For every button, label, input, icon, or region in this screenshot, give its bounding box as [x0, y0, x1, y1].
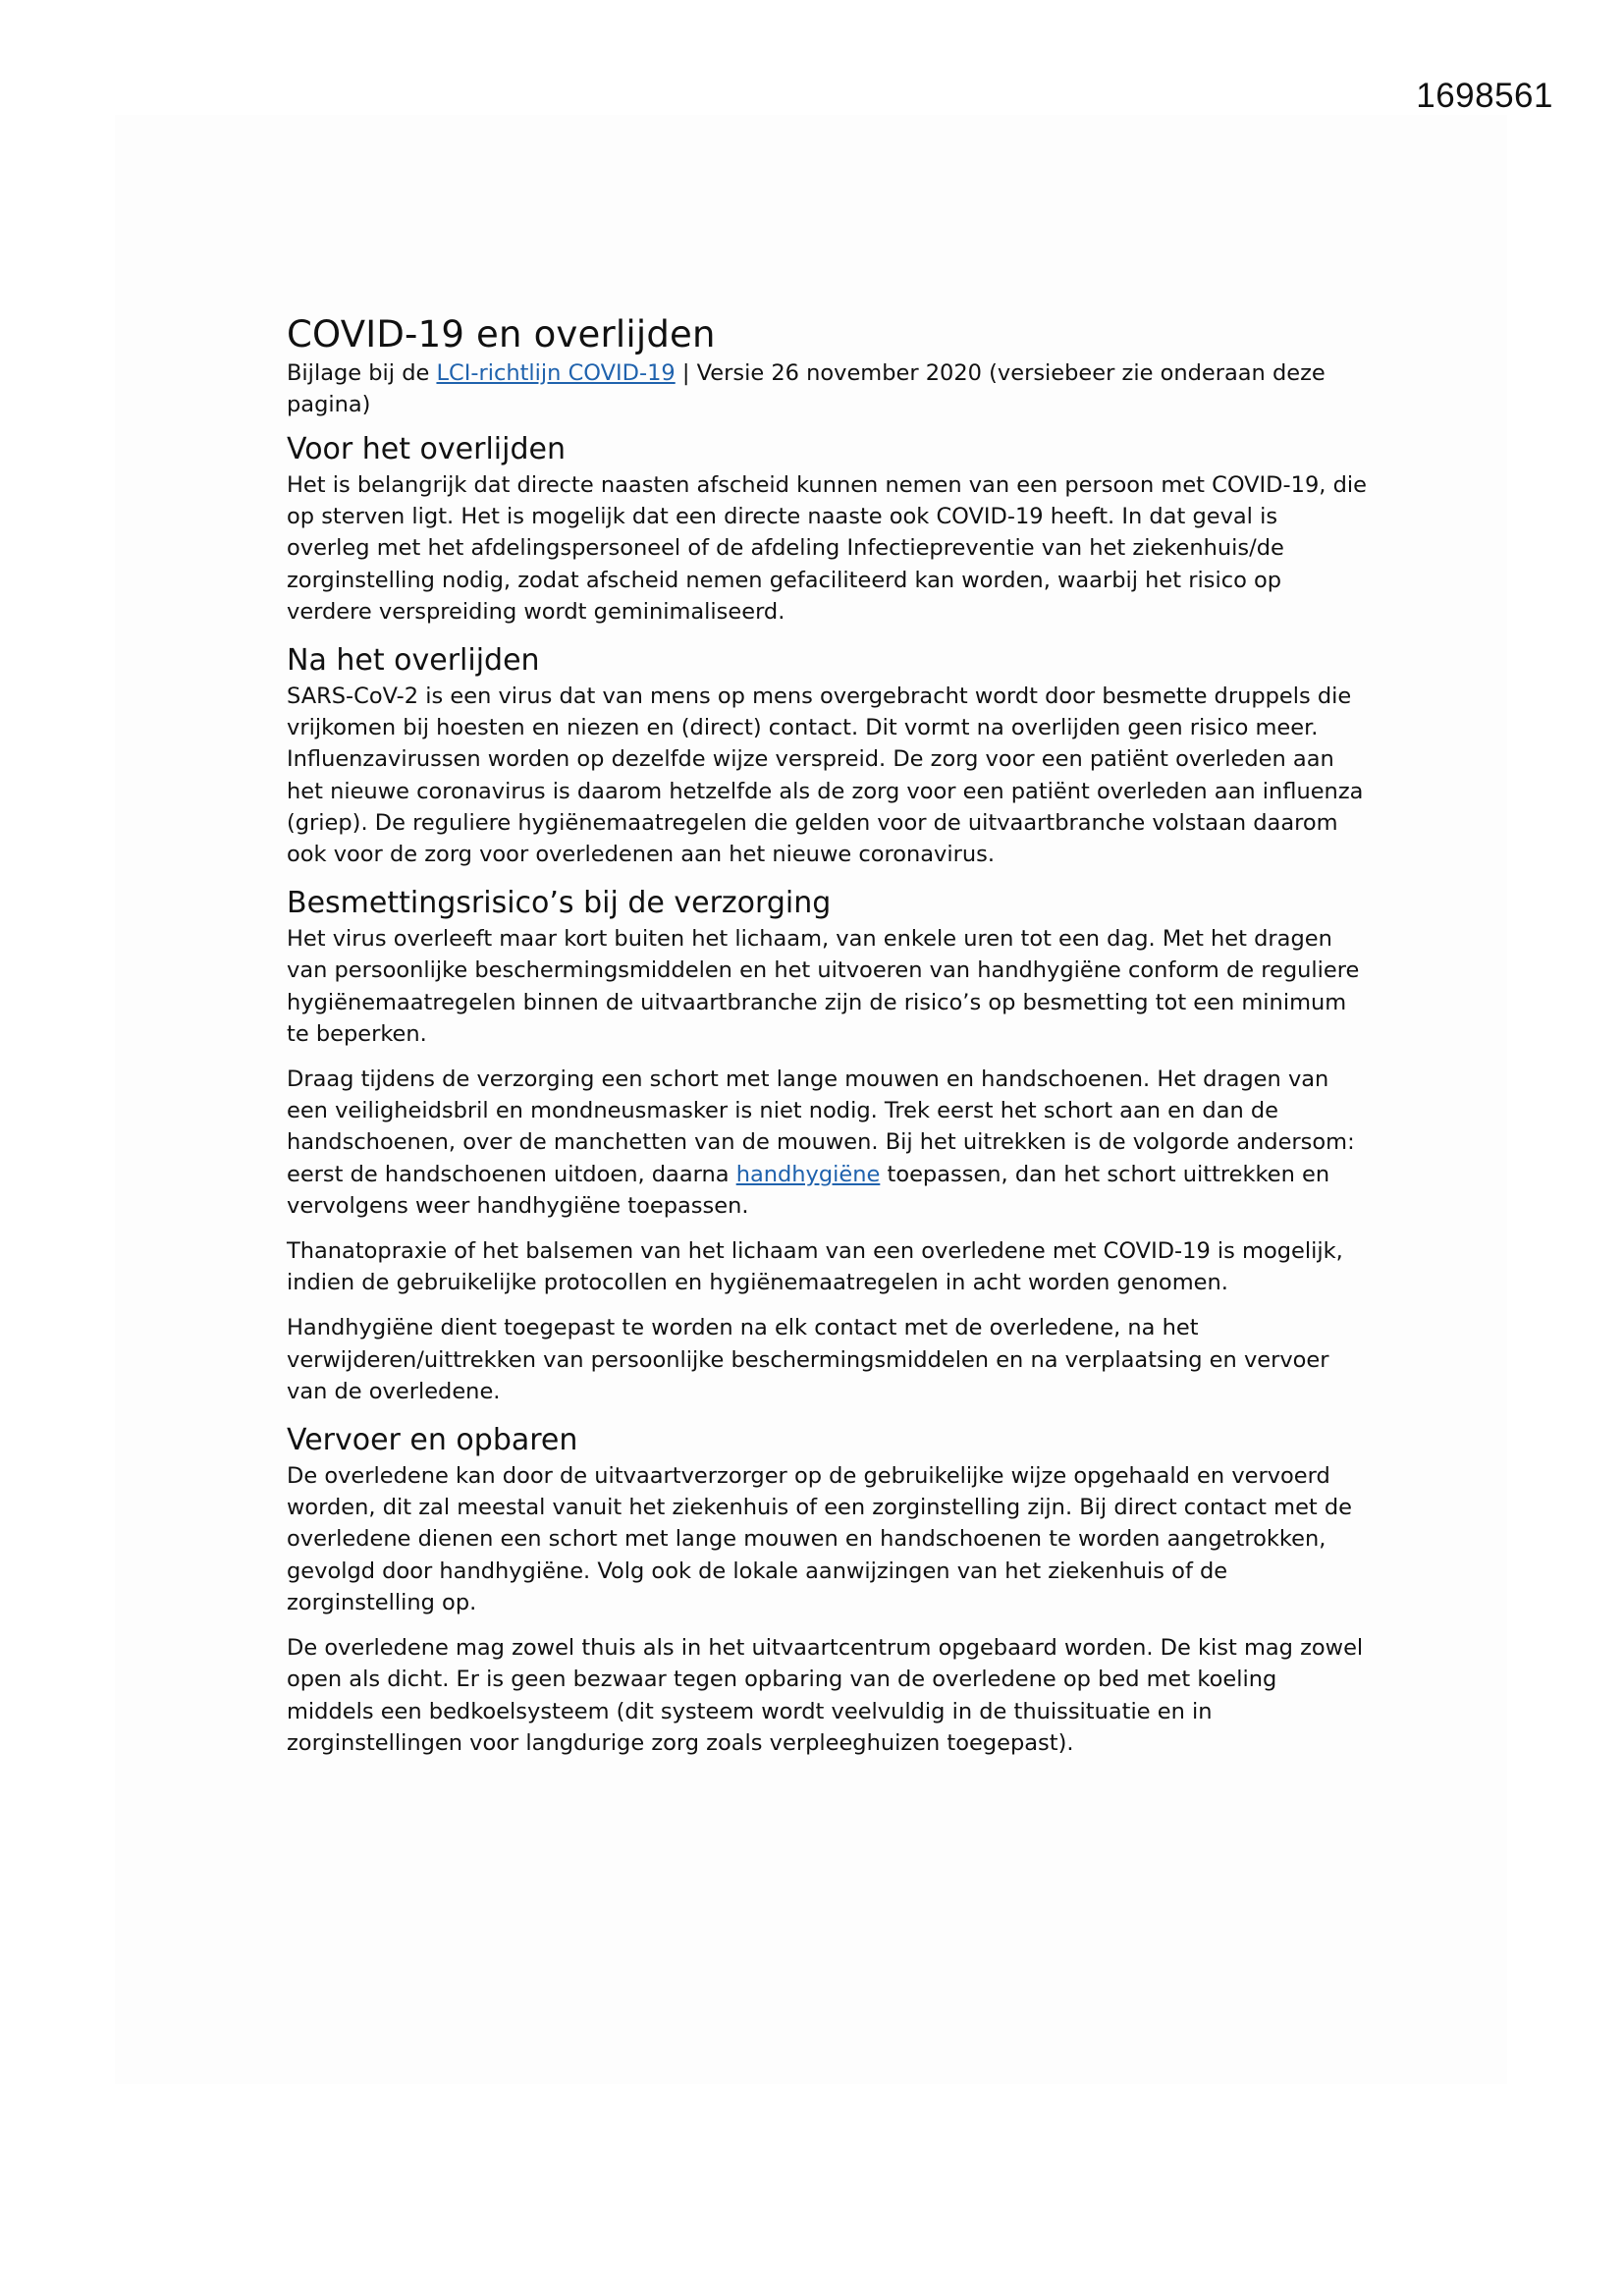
section-heading-na-het-overlijden: Na het overlijden — [287, 643, 540, 679]
subtitle — [287, 357, 1367, 420]
document-content — [287, 312, 1367, 1773]
section-heading-vervoer-en-opbaren: Vervoer en opbaren — [287, 1423, 578, 1458]
section-paragraph: Handhygiëne dient toegepast te worden na elk contact met de overledene, na het verwijderen/uittrekken van persoonlijke beschermingsmiddelen en na verplaatsing en vervoer van de overledene. — [287, 1315, 1329, 1404]
lci-guideline-link[interactable]: LCI-richtlijn COVID-19 — [436, 360, 676, 386]
page-title: COVID-19 en overlijden — [287, 313, 716, 355]
section-paragraph: Het is belangrijk dat directe naasten afscheid kunnen nemen van een persoon met COVID-19, die op sterven ligt. Het is mogelijk dat een directe naaste ook COVID-19 heeft. In dat geval is overleg met het afdelingspersoneel of de afdeling Infectiepreventie van het ziekenhuis/de zorginstelling nodig, zodat afscheid nemen gefaciliteerd kan worden, waarbij het risico op verdere verspreiding wordt geminimaliseerd. — [287, 472, 1367, 625]
section-heading-besmettingsrisicos: Besmettingsrisico’s bij de verzorging — [287, 886, 832, 921]
subtitle-prefix: Bijlage bij de — [287, 360, 437, 386]
section-paragraph: Thanatopraxie of het balsemen van het lichaam van een overledene met COVID-19 is mogelijk, indien de gebruikelijke protocollen en hygiënemaatregelen in acht worden genomen. — [287, 1238, 1343, 1296]
subtitle-separator: | — [675, 360, 697, 386]
paragraph-text-before-link: Draag tijdens de verzorging een schort met lange mouwen en handschoenen. Het dragen van een veiligheidsbril en mondneusmasker is niet nodig. Trek eerst het schort aan en dan de handschoenen, over de manchetten van de mouwen. Bij het uitrekken is de volgorde andersom: eerst de handschoenen uitdoen, daarna — [287, 1066, 1355, 1187]
section-paragraph-with-link — [287, 1064, 1367, 1222]
document-id: 1698561 — [1416, 77, 1553, 115]
handhygiene-link[interactable]: handhygiëne — [735, 1161, 881, 1187]
section-paragraph: SARS-CoV-2 is een virus dat van mens op mens overgebracht wordt door besmette druppels die vrijkomen bij hoesten en niezen en (direct) contact. Dit vormt na overlijden geen risico meer. Influenzavirussen worden op dezelfde wijze verspreid. De zorg voor een patiënt overleden aan het nieuwe coronavirus is daarom hetzelfde als de zorg voor een patiënt overleden aan influenza (griep). De reguliere hygiënemaatregelen die gelden voor de uitvaartbranche volstaan daarom ook voor de zorg voor overledenen aan het nieuwe coronavirus. — [287, 683, 1364, 868]
paragraph-text-after-link: toepassen, dan het schort uittrekken en vervolgens weer handhygiëne toepassen. — [287, 1161, 1330, 1219]
section-paragraph: De overledene mag zowel thuis als in het uitvaartcentrum opgebaard worden. De kist mag zowel open als dicht. Er is geen bezwaar tegen opbaring van de overledene op bed met koeling middels een bedkoelsysteem (dit systeem wordt veelvuldig in de thuissituatie en in zorginstellingen voor langdurige zorg zoals verpleeghuizen toegepast). — [287, 1635, 1364, 1756]
section-heading-voor-het-overlijden: Voor het overlijden — [287, 432, 566, 466]
section-paragraph: De overledene kan door de uitvaartverzorger op de gebruikelijke wijze opgehaald en vervoerd worden, dit zal meestal vanuit het ziekenhuis of een zorginstelling zijn. Bij direct contact met de overledene dienen een schort met lange mouwen en handschoenen te worden aangetrokken, gevolgd door handhygiëne. Volg ook de lokale aanwijzingen van het ziekenhuis of de zorginstelling op. — [287, 1463, 1353, 1615]
subtitle-version: Versie 26 november 2020 (versiebeer zie onderaan deze pagina) — [287, 360, 1326, 417]
section-paragraph: Het virus overleeft maar kort buiten het lichaam, van enkele uren tot een dag. Met het dragen van persoonlijke beschermingsmiddelen en het uitvoeren van handhygiëne conform de reguliere hygiënemaatregelen binnen de uitvaartbranche zijn de risico’s op besmetting tot een minimum te beperken. — [287, 926, 1360, 1047]
